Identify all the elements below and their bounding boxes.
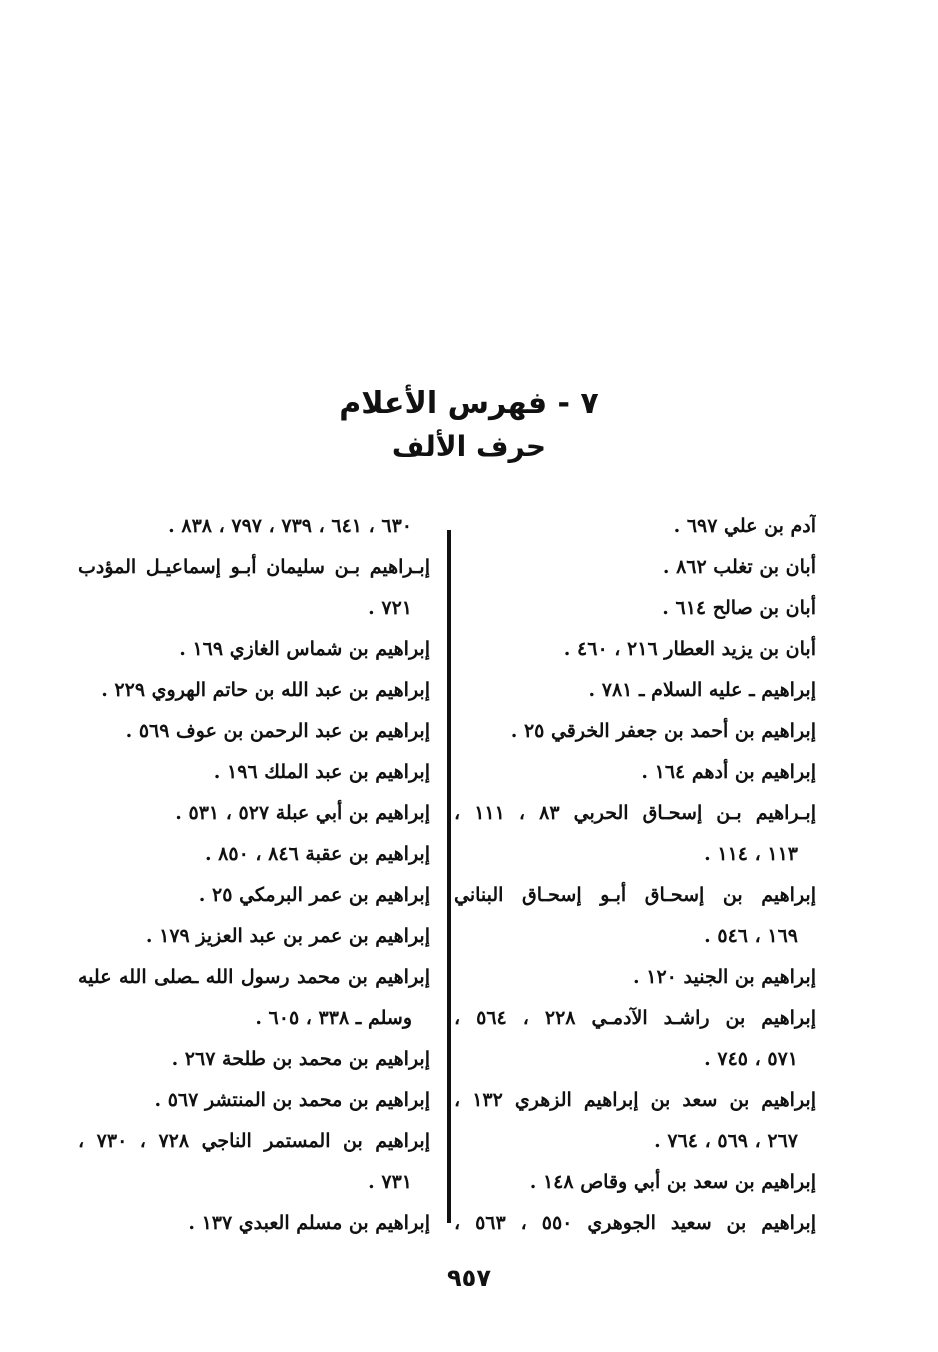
index-column-left [78, 506, 430, 1244]
index-entry-continuation: ٦٣٠ ، ٦٤١ ، ٧٣٩ ، ٧٩٧ ، ٨٣٨ . [168, 515, 412, 537]
index-entry: إبراهيم بن الجنيد ١٢٠ . [633, 966, 816, 988]
index-entry: إبراهيم بن راشـد الآدمـي ٢٢٨ ، ٥٦٤ ، [454, 1007, 816, 1029]
index-entry: إبراهيم بن مسلم العبدي ١٣٧ . [188, 1212, 430, 1234]
index-entry-continuation: ٧٢١ . [368, 597, 412, 619]
index-entry: إبراهيم بن أحمد بن جعفر الخرقي ٢٥ . [510, 720, 816, 742]
section-title: حرف الألف [391, 430, 547, 463]
index-entry: آدم بن علي ٦٩٧ . [673, 515, 816, 537]
index-entry-continuation: ٥٧١ ، ٧٤٥ . [704, 1048, 798, 1070]
index-entry: أبان بن تغلب ٨٦٢ . [662, 556, 816, 578]
index-entry-continuation: ٢٦٧ ، ٥٦٩ ، ٧٦٤ . [654, 1130, 798, 1152]
index-entry: إبراهيم بن محمد بن المنتشر ٥٦٧ . [154, 1089, 430, 1111]
index-entry-continuation: وسلم ـ ٣٣٨ ، ٦٠٥ . [255, 1007, 412, 1029]
index-entry: إبراهيم بن شماس الغازي ١٦٩ . [179, 638, 430, 660]
index-entry: إبراهيم بن عمر بن عبد العزيز ١٧٩ . [145, 925, 430, 947]
page-number: ٩٥٧ [447, 1264, 491, 1292]
index-entry: إبراهيم بن المستمر الناجي ٧٢٨ ، ٧٣٠ ، [78, 1130, 430, 1152]
index-entry: أبان بن صالح ٦١٤ . [662, 597, 816, 619]
column-divider [447, 530, 451, 1223]
index-entry: إبراهيم بن سعد بن إبراهيم الزهري ١٣٢ ، [454, 1089, 816, 1111]
index-entry: إبـراهيم بـن إسحـاق الحربي ٨٣ ، ١١١ ، [454, 802, 816, 824]
index-entry: إبراهيم بن سعد بن أبي وقاص ١٤٨ . [529, 1171, 816, 1193]
index-entry: إبراهيم بن عبد الملك ١٩٦ . [213, 761, 430, 783]
index-entry: إبـراهيم بـن سليمان أبـو إسماعيـل المؤدب [78, 556, 430, 578]
index-entry-continuation: ٧٣١ . [368, 1171, 412, 1193]
heading-block [0, 382, 938, 468]
index-entry: إبراهيم بن عقبة ٨٤٦ ، ٨٥٠ . [204, 843, 430, 865]
index-entry: إبراهيم بن أبي عبلة ٥٢٧ ، ٥٣١ . [175, 802, 430, 824]
index-entry-continuation: ١١٣ ، ١١٤ . [704, 843, 798, 865]
index-entry: أبان بن يزيد العطار ٢١٦ ، ٤٦٠ . [563, 638, 816, 660]
page-title: ٧ - فهرس الأعلام [339, 386, 599, 421]
index-entry: إبراهيم بن أدهم ١٦٤ . [641, 761, 816, 783]
index-entry-continuation: ١٦٩ ، ٥٤٦ . [704, 925, 798, 947]
index-entry: إبراهيم بن محمد بن طلحة ٢٦٧ . [171, 1048, 430, 1070]
index-entry: إبراهيم بن عمر البرمكي ٢٥ . [198, 884, 430, 906]
index-entry: إبراهيم بن سعيد الجوهري ٥٥٠ ، ٥٦٣ ، [454, 1212, 816, 1234]
index-entry: إبراهيم بن عبد الرحمن بن عوف ٥٦٩ . [125, 720, 430, 742]
index-entry: إبراهيم ـ عليه السلام ـ ٧٨١ . [588, 679, 816, 701]
index-entry: إبراهيم بن محمد رسول الله ـصلى الله عليه [78, 966, 430, 988]
index-entry: إبراهيم بن إسحـاق أبـو إسحـاق البناني [454, 884, 816, 906]
index-entry: إبراهيم بن عبد الله بن حاتم الهروي ٢٢٩ . [101, 679, 430, 701]
index-column-right [454, 506, 816, 1244]
